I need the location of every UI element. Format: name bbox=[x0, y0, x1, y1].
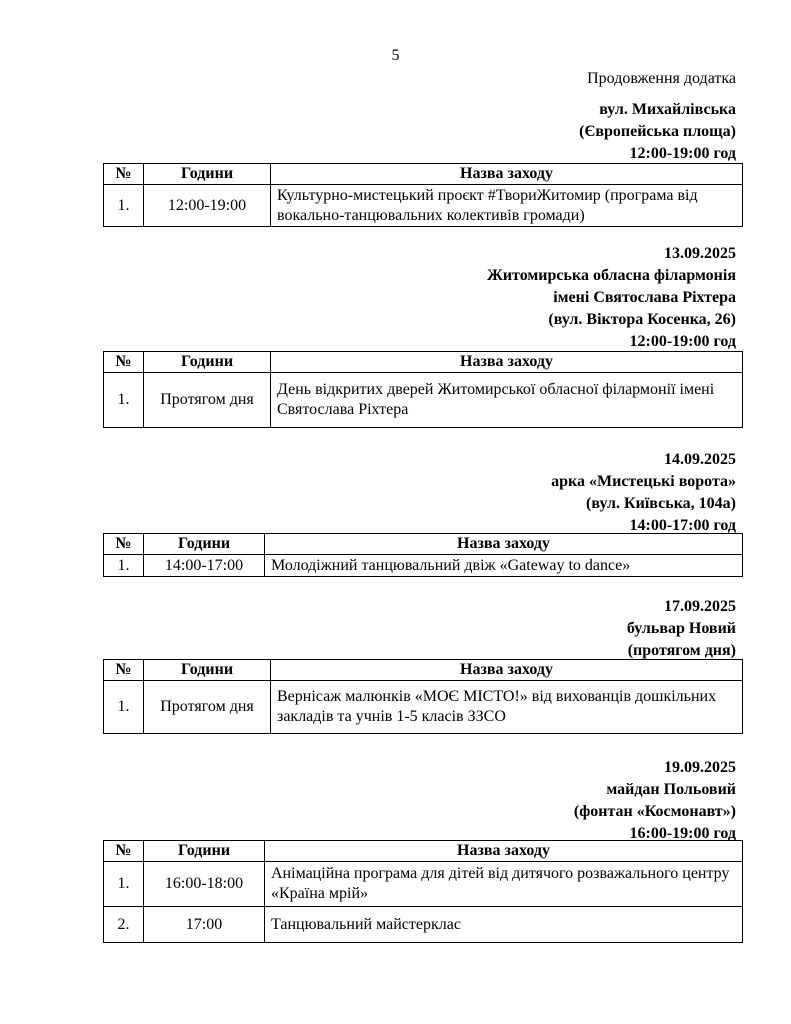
col-header-num: № bbox=[104, 841, 144, 862]
venue-line: арка «Мистецькі ворота» bbox=[551, 473, 736, 490]
row-event-name: Культурно-мистецький проєкт #ТвориЖитомир (програма від вокально-танцювальних колективів громади) bbox=[271, 185, 743, 227]
row-event-name: Вернісаж малюнків «МОЄ МІСТО!» від вихованців дошкільних закладів та учнів 1-5 класів ЗЗСО bbox=[271, 681, 743, 734]
row-hours: 12:00-19:00 bbox=[144, 185, 271, 227]
col-header-name: Назва заходу bbox=[265, 534, 743, 555]
venue-line: імені Святослава Ріхтера bbox=[553, 289, 736, 306]
row-hours: Протягом дня bbox=[144, 373, 271, 428]
table-header-row bbox=[104, 841, 743, 862]
section-header bbox=[487, 243, 736, 353]
col-header-num: № bbox=[104, 352, 144, 373]
venue-line: вул. Михайлівська bbox=[599, 101, 736, 118]
row-event-name: День відкритих дверей Житомирської обласної філармонії імені Святослава Ріхтера bbox=[271, 373, 743, 428]
col-header-name: Назва заходу bbox=[271, 352, 743, 373]
section-header bbox=[551, 449, 736, 537]
events-table bbox=[103, 840, 743, 943]
row-num: 1. bbox=[104, 862, 144, 907]
table-row bbox=[104, 555, 743, 577]
venue-line: майдан Польовий bbox=[606, 781, 736, 798]
event-time: 12:00-19:00 год bbox=[629, 145, 736, 162]
venue-line: Житомирська обласна філармонія bbox=[487, 267, 736, 284]
event-time: 14:00-17:00 год bbox=[629, 517, 736, 534]
event-date: 13.09.2025 bbox=[664, 245, 736, 262]
table-row bbox=[104, 681, 743, 734]
venue-line: (фонтан «Космонавт») bbox=[573, 803, 736, 820]
row-event-name: Анімаційна програма для дітей від дитячого розважального центру «Країна мрій» bbox=[265, 862, 743, 907]
venue-line: бульвар Новий bbox=[626, 620, 736, 637]
col-header-name: Назва заходу bbox=[271, 164, 743, 185]
col-header-num: № bbox=[104, 660, 144, 681]
col-header-hours: Години bbox=[144, 534, 265, 555]
row-hours: 17:00 bbox=[144, 907, 265, 943]
events-table bbox=[103, 351, 743, 428]
row-hours: 14:00-17:00 bbox=[144, 555, 265, 577]
events-table bbox=[103, 163, 743, 227]
row-num: 1. bbox=[104, 681, 144, 734]
table-header-row bbox=[104, 164, 743, 185]
events-table bbox=[103, 659, 743, 734]
col-header-hours: Години bbox=[144, 352, 271, 373]
venue-line: (вул. Віктора Косенка, 26) bbox=[548, 311, 736, 328]
col-header-name: Назва заходу bbox=[271, 660, 743, 681]
venue-line: (Європейська площа) bbox=[579, 123, 736, 140]
event-date: 19.09.2025 bbox=[664, 759, 736, 776]
row-num: 1. bbox=[104, 185, 144, 227]
event-time: 12:00-19:00 год bbox=[629, 333, 736, 350]
section-header bbox=[627, 596, 736, 662]
col-header-hours: Години bbox=[144, 660, 271, 681]
row-hours: Протягом дня bbox=[144, 681, 271, 734]
row-event-name: Танцювальний майстерклас bbox=[265, 907, 743, 943]
table-row bbox=[104, 862, 743, 907]
row-hours: 16:00-18:00 bbox=[144, 862, 265, 907]
section-header bbox=[574, 757, 736, 845]
event-date: 17.09.2025 bbox=[664, 598, 736, 615]
table-header-row bbox=[104, 660, 743, 681]
addendum-title: Продовження додатка bbox=[587, 70, 736, 87]
table-row bbox=[104, 185, 743, 227]
row-num: 1. bbox=[104, 373, 144, 428]
row-event-name: Молодіжний танцювальний двіж «Gateway to dance» bbox=[265, 555, 743, 577]
row-num: 2. bbox=[104, 907, 144, 943]
venue-line: (вул. Київська, 104а) bbox=[586, 495, 736, 512]
col-header-num: № bbox=[104, 534, 144, 555]
table-header-row bbox=[104, 534, 743, 555]
col-header-num: № bbox=[104, 164, 144, 185]
event-date: 14.09.2025 bbox=[664, 451, 736, 468]
row-num: 1. bbox=[104, 555, 144, 577]
table-row bbox=[104, 907, 743, 943]
col-header-name: Назва заходу bbox=[265, 841, 743, 862]
col-header-hours: Години bbox=[144, 164, 271, 185]
venue-line: (протягом дня) bbox=[627, 642, 736, 659]
col-header-hours: Години bbox=[144, 841, 265, 862]
event-time: 16:00-19:00 год bbox=[629, 825, 736, 842]
table-header-row bbox=[104, 352, 743, 373]
page-number: 5 bbox=[391, 47, 400, 64]
events-table bbox=[103, 533, 743, 577]
table-row bbox=[104, 373, 743, 428]
section-header bbox=[579, 99, 736, 165]
